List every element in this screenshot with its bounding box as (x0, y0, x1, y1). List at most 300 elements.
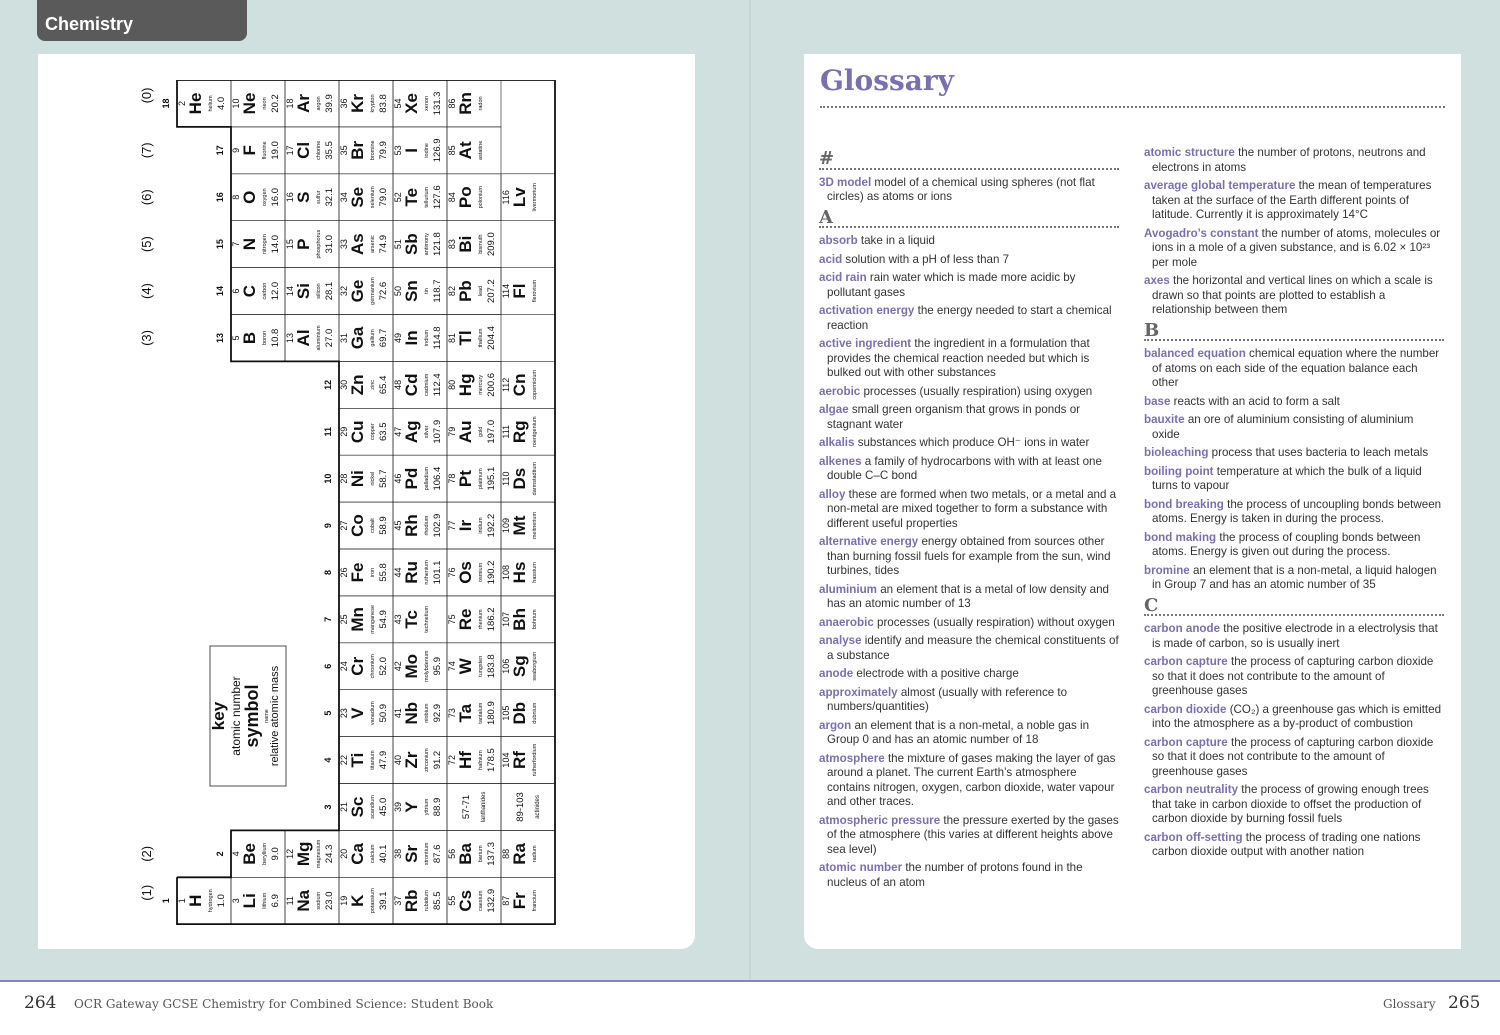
glossary-definition: an element that is a non-metal, a liquid halogen in Group 7 and has an atomic number of 35 (1152, 563, 1437, 591)
atomic-number: 19 (339, 895, 349, 906)
atomic-mass: 85.5 (432, 891, 443, 910)
glossary-term: carbon neutrality (1144, 783, 1239, 796)
atomic-mass: 16.0 (270, 188, 281, 207)
element-cell (447, 784, 501, 831)
glossary-term: analyse (819, 634, 862, 647)
element-symbol: Sc (348, 796, 367, 818)
element-name: copper (370, 423, 376, 441)
element-name: antimony (424, 232, 430, 256)
glossary-entry (1144, 531, 1444, 560)
element-symbol: Si (294, 283, 313, 300)
atomic-number: 5 (231, 335, 241, 341)
atomic-number: 13 (285, 332, 295, 343)
element-symbol: P (294, 238, 313, 250)
atomic-number: 86 (447, 98, 457, 109)
glossary-definition: energy obtained from sources other than burning fossil fuels for example from the sun, wind turbines, tides (827, 535, 1111, 577)
element-name: chlorine (316, 140, 322, 160)
atomic-number: 54 (393, 98, 403, 109)
glossary-definition: the horizontal and vertical lines on which a scale is drawn so that points are plotted to establish a relationship between them (1152, 274, 1433, 316)
key-symbol: symbol (242, 684, 262, 748)
atomic-mass: 204.4 (486, 326, 497, 350)
element-name: beryllium (262, 842, 268, 865)
glossary-definition: (CO₂) a greenhouse gas which is emitted into the atmosphere as a by-product of combustion (1152, 702, 1442, 730)
element-name: livermorium (532, 183, 538, 212)
glossary-term: carbon capture (1144, 655, 1228, 668)
atomic-number: 6 (231, 288, 241, 294)
section-letter: # (819, 152, 1119, 170)
glossary-term: alkalis (819, 436, 855, 449)
key-atomic-number: atomic number (229, 676, 243, 756)
element-symbol: Sg (510, 655, 529, 678)
atomic-mass: 190.2 (486, 560, 497, 585)
glossary-term: carbon off-setting (1144, 830, 1243, 844)
group-label: (5) (139, 236, 154, 253)
glossary-entry (819, 234, 1119, 249)
atomic-mass: 183.8 (486, 654, 497, 679)
section-letter: C (1144, 599, 1444, 617)
atomic-number: 11 (285, 896, 295, 906)
element-symbol: Bh (510, 608, 529, 631)
glossary-entry (819, 403, 1119, 432)
element-name: boron (262, 330, 268, 345)
element-symbol: Na (294, 889, 313, 912)
atomic-mass: 47.9 (378, 750, 389, 770)
atomic-number: 9 (231, 147, 241, 153)
element-symbol: Te (402, 187, 421, 207)
atomic-mass: 200.6 (486, 372, 497, 397)
section-letter: B (1144, 324, 1444, 342)
group-number: 18 (161, 98, 171, 109)
glossary-definition: model of a chemical using spheres (not flat circles) as atoms or ions (827, 175, 1095, 203)
glossary-definition: electrode with a positive charge (853, 667, 1019, 680)
atomic-mass: 92.9 (432, 703, 443, 723)
atomic-number: 83 (447, 239, 457, 250)
element-name: phosphorus (316, 229, 322, 259)
atomic-mass: 91.2 (432, 750, 443, 770)
glossary-definition: substances which produce OH⁻ ions in water (854, 436, 1090, 449)
atomic-mass: 28.1 (324, 281, 335, 301)
element-symbol: Xe (402, 93, 421, 114)
atomic-number: 85 (447, 145, 457, 156)
atomic-number: 4 (231, 851, 241, 857)
element-symbol: Fr (510, 892, 529, 910)
glossary-definition: solution with a pH of less than 7 (842, 252, 1010, 266)
element-name: bismuth (478, 234, 484, 254)
glossary-term: approximately (819, 685, 898, 699)
element-symbol: Ga (348, 326, 367, 350)
glossary-entry (1144, 227, 1444, 271)
atomic-mass: 24.3 (324, 844, 335, 864)
glossary-definition: the process of growing enough trees that take in carbon dioxide to offset the production of carbon dioxide by burning fossil fuels (1152, 783, 1429, 825)
group-number: 14 (215, 286, 225, 297)
atomic-number: 33 (339, 239, 349, 250)
atomic-number: 52 (393, 192, 403, 203)
element-name: zirconium (424, 748, 430, 772)
atomic-number: 77 (447, 520, 457, 531)
glossary-definition: the ingredient in a formulation that provides the chemical reaction needed but which is bulked out with other substances (827, 337, 1090, 379)
glossary-column-2 (1144, 146, 1444, 864)
glossary-definition: the mixture of gases making the layer of gas around a planet. The current Earth’s atmosphere contains nitrogen, oxygen, carbon dioxide, water vapour and other traces. (827, 751, 1116, 808)
element-name: tungsten (478, 655, 484, 677)
element-name: nickel (370, 471, 376, 486)
element-symbol: V (348, 707, 367, 719)
element-symbol: Tl (456, 330, 475, 346)
glossary-entry (1144, 395, 1444, 410)
atomic-mass: 87.6 (432, 844, 443, 864)
element-name: cadmium (424, 373, 430, 397)
atomic-number: 23 (339, 708, 349, 719)
atomic-mass: 118.7 (432, 279, 443, 303)
atomic-number: 53 (393, 145, 403, 156)
element-name: iridium (478, 517, 484, 534)
glossary-term: alkenes (819, 454, 862, 468)
group-label: (3) (139, 330, 154, 346)
element-name: helium (208, 95, 214, 112)
element-symbol: Be (240, 842, 259, 865)
element-name: gallium (370, 329, 376, 347)
element-name: fluorine (262, 141, 268, 160)
element-symbol: S (294, 191, 313, 203)
element-name: flerovium (532, 279, 538, 303)
element-symbol: As (348, 233, 367, 256)
element-name: dubnium (532, 702, 538, 724)
element-symbol: Zn (348, 374, 367, 396)
book-spine (749, 0, 751, 980)
atomic-number: 29 (339, 426, 349, 437)
element-symbol: Mg (294, 841, 313, 867)
element-symbol: Pt (456, 470, 475, 488)
atomic-mass: 195.1 (486, 466, 497, 491)
glossary-entry (1144, 179, 1444, 223)
element-symbol: Ca (348, 842, 367, 865)
glossary-definition: chemical equation where the number of atoms on each side of the equation balance each other (1152, 347, 1440, 389)
element-name: technetium (424, 605, 430, 633)
element-symbol: Hs (510, 561, 529, 584)
element-symbol: Rh (402, 514, 421, 537)
atomic-mass: 20.2 (270, 94, 281, 113)
element-name: aluminium (316, 325, 322, 351)
atomic-number: 105 (501, 705, 511, 721)
element-symbol: Kr (348, 93, 367, 113)
element-symbol: Pb (456, 280, 475, 302)
atomic-mass: 55.8 (378, 563, 389, 582)
element-name: nitrogen (262, 234, 268, 255)
glossary-definition: identify and measure the chemical constituents of a substance (827, 634, 1119, 662)
element-symbol: Cs (456, 889, 475, 912)
glossary-term: bioleaching (1144, 446, 1209, 459)
glossary-entry (819, 686, 1119, 715)
atomic-mass: 114.8 (432, 326, 443, 350)
element-name: rubidium (424, 890, 430, 912)
element-symbol: Fl (510, 283, 529, 299)
glossary-term: acid (819, 252, 843, 266)
atomic-mass: 10.8 (270, 328, 281, 348)
glossary-term: atmospheric pressure (819, 813, 941, 827)
element-name: argon (316, 96, 322, 111)
element-symbol: Mn (348, 607, 367, 632)
element-symbol: Cu (348, 420, 367, 444)
element-name: lanthanides (481, 791, 487, 823)
atomic-mass: 4.0 (216, 96, 227, 111)
atomic-number: 49 (393, 332, 403, 343)
element-symbol: Al (294, 329, 313, 347)
group-label: (1) (139, 884, 154, 901)
element-name: magnesium (316, 839, 322, 869)
element-name: arsenic (370, 235, 376, 254)
element-name: hafnium (478, 750, 484, 770)
atomic-mass: 79.0 (378, 188, 389, 207)
atomic-number: 48 (393, 379, 403, 390)
glossary-term: anode (819, 667, 854, 680)
glossary-term: carbon capture (1144, 735, 1228, 749)
atomic-number: 45 (393, 520, 403, 531)
atomic-number: 14 (285, 286, 295, 297)
glossary-definition: the process of trading one nations carbon dioxide output with another nation (1152, 830, 1421, 858)
atomic-mass: 101.1 (432, 560, 443, 585)
element-symbol: K (348, 894, 367, 907)
element-symbol: Sb (402, 233, 421, 256)
section-letter: A (819, 211, 1119, 229)
element-symbol: Ne (240, 92, 259, 115)
atomic-number: 78 (447, 473, 457, 484)
atomic-number: 20 (339, 848, 349, 859)
glossary-definition: the pressure exerted by the gases of the atmosphere (this varies at different heights above sea level) (827, 813, 1119, 856)
element-symbol: Se (348, 186, 367, 208)
atomic-number: 47 (393, 426, 403, 437)
book-title: OCR Gateway GCSE Chemistry for Combined Science: Student Book (74, 997, 494, 1011)
element-symbol: Ti (348, 752, 367, 768)
element-name: potassium (370, 888, 376, 914)
atomic-number: 15 (285, 239, 295, 250)
element-name: iron (370, 567, 376, 578)
atomic-number: 38 (393, 848, 403, 859)
atomic-number: 50 (393, 286, 403, 297)
glossary-term: 3D model (819, 175, 872, 189)
glossary-definition: process that uses bacteria to leach metals (1208, 446, 1429, 459)
glossary-term: carbon anode (1144, 622, 1221, 635)
element-name: yttrium (424, 798, 430, 816)
atomic-number: 42 (393, 661, 403, 672)
element-name: roentgenium (532, 416, 538, 448)
atomic-mass: 39.1 (378, 891, 389, 910)
group-number: 1 (161, 898, 171, 904)
glossary-entry (819, 488, 1119, 532)
glossary-term: boiling point (1144, 464, 1214, 478)
element-symbol: Nb (402, 701, 421, 725)
atomic-mass: 9.0 (270, 847, 281, 861)
atomic-mass: 137.3 (486, 841, 497, 866)
glossary-entry (1144, 736, 1444, 780)
page-title: Glossary (820, 64, 954, 97)
element-name: hydrogen (208, 889, 214, 913)
element-name: selenium (370, 186, 376, 209)
glossary-term: alternative energy (819, 535, 919, 548)
atomic-number: 111 (501, 424, 511, 439)
atomic-mass: 50.9 (378, 703, 389, 723)
group-number: 16 (215, 192, 225, 203)
atomic-number: 114 (501, 283, 511, 299)
element-name: lead (478, 285, 484, 297)
element-symbol: Cd (402, 373, 421, 397)
atomic-mass: 192.2 (486, 513, 497, 538)
key-title: key (209, 701, 228, 731)
glossary-definition: the number of protons found in the nucleus of an atom (827, 861, 1083, 889)
atomic-number: 107 (501, 611, 511, 627)
glossary-definition: processes (usually respiration) using oxygen (860, 384, 1093, 398)
element-symbol: Rf (510, 751, 529, 770)
glossary-term: bauxite (1144, 413, 1185, 426)
element-symbol: Sr (402, 844, 421, 863)
group-number: 5 (323, 710, 333, 716)
atomic-number: 8 (231, 194, 241, 200)
atomic-number: 31 (339, 332, 349, 343)
atomic-mass: 107.9 (432, 419, 443, 444)
atomic-mass: 40.1 (378, 844, 389, 864)
atomic-mass: 12.0 (270, 281, 281, 301)
periodic-table (137, 80, 557, 925)
atomic-number: 25 (339, 614, 349, 625)
element-name: xenon (424, 95, 430, 111)
group-number: 15 (215, 239, 225, 250)
glossary-term: anaerobic (819, 615, 874, 629)
group-label: (6) (139, 189, 154, 206)
element-name: sodium (316, 891, 322, 910)
element-symbol: Hg (456, 373, 475, 397)
atomic-mass: 88.9 (432, 797, 443, 817)
element-symbol: Ir (456, 519, 475, 532)
atomic-mass: 112.4 (432, 373, 443, 397)
glossary-entry (1144, 831, 1444, 860)
element-symbol: F (240, 145, 259, 156)
element-name: tellurium (424, 186, 430, 208)
atomic-number: 80 (447, 379, 457, 390)
glossary-definition: the process of uncoupling bonds between atoms. Energy is taken in during the process. (1152, 497, 1442, 525)
atomic-number: 1 (177, 898, 187, 904)
group-number: 2 (215, 851, 225, 857)
element-name: calcium (370, 844, 376, 864)
element-symbol: Zr (402, 751, 421, 769)
element-name: oxygen (262, 188, 268, 207)
element-symbol: Br (348, 140, 367, 160)
element-symbol: Co (348, 514, 367, 537)
glossary-term: atomic number (819, 861, 903, 874)
element-symbol: Cl (294, 141, 313, 159)
atomic-mass: 83.8 (378, 94, 389, 113)
element-symbol: O (240, 190, 259, 204)
glossary-entry (1144, 498, 1444, 527)
element-name: meitnerium (532, 511, 538, 540)
atomic-number: 55 (447, 895, 457, 906)
atomic-number: 3 (231, 898, 241, 904)
element-name: neon (262, 97, 268, 110)
section-tab: Chemistry (37, 0, 247, 41)
element-name: palladium (424, 466, 430, 491)
glossary-entry (819, 535, 1119, 579)
element-symbol: Os (456, 561, 475, 584)
atomic-number: 110 (501, 471, 511, 486)
atomic-mass: 27.0 (324, 328, 335, 348)
atomic-number: 22 (339, 755, 349, 766)
glossary-term: bond breaking (1144, 497, 1224, 511)
glossary-term: carbon dioxide (1144, 702, 1227, 716)
element-symbol: W (456, 658, 475, 675)
element-name: barium (478, 845, 484, 863)
group-label: (4) (139, 283, 154, 299)
atomic-mass: 31.0 (324, 234, 335, 254)
element-name: silver (424, 425, 430, 439)
atomic-mass: 209.0 (486, 232, 497, 257)
element-name: thallium (478, 328, 484, 348)
element-symbol: At (456, 141, 475, 160)
atomic-mass: 63.5 (378, 422, 389, 441)
element-name: seaborgium (532, 651, 538, 681)
element-name: gold (478, 426, 484, 437)
atomic-number: 32 (339, 286, 349, 297)
element-name: francium (532, 890, 538, 912)
element-symbol: Ru (402, 561, 421, 584)
element-name: manganese (370, 604, 376, 634)
glossary-term: active ingredient (819, 337, 912, 350)
element-symbol: Ba (456, 842, 475, 865)
element-name: platinum (478, 468, 484, 490)
glossary-term: atomic structure (1144, 146, 1235, 159)
glossary-entry (819, 253, 1119, 268)
atomic-number: 16 (285, 192, 295, 203)
group-number: 17 (215, 145, 225, 156)
element-symbol: C (240, 284, 259, 298)
title-divider (820, 106, 1445, 108)
glossary-term: base (1144, 394, 1171, 408)
element-name: indium (424, 329, 430, 347)
atomic-mass: 95.9 (432, 657, 443, 676)
glossary-term: alloy (819, 487, 846, 501)
glossary-definition: a family of hydrocarbons with with at least one double C–C bond (827, 454, 1102, 482)
element-symbol: Au (456, 420, 475, 444)
atomic-number: 41 (393, 708, 403, 719)
glossary-term: axes (1144, 274, 1170, 287)
element-name: zinc (370, 379, 376, 390)
atomic-mass: 131.3 (432, 91, 443, 116)
element-symbol: Ta (456, 703, 475, 723)
atomic-mass: 35.5 (324, 141, 335, 160)
element-symbol: He (186, 92, 205, 115)
element-name: polonium (478, 186, 484, 209)
glossary-entry (819, 814, 1119, 858)
group-number: 7 (323, 616, 333, 622)
element-name: rutherfordium (532, 743, 538, 777)
glossary-term: absorb (819, 234, 858, 247)
element-name: titanium (370, 750, 376, 770)
element-name: molybdenum (424, 650, 430, 682)
element-name: radium (532, 845, 538, 863)
glossary-definition: the process of capturing carbon dioxide so that it does not contribute to the amount of greenhouse gases (1152, 735, 1434, 778)
glossary-term: atmosphere (819, 751, 885, 765)
glossary-entry (819, 616, 1119, 631)
glossary-term: activation energy (819, 304, 915, 317)
group-label: (7) (139, 142, 154, 159)
atomic-number: 79 (447, 426, 457, 437)
glossary-term: bromine (1144, 563, 1190, 577)
element-symbol: Ra (510, 842, 529, 865)
atomic-number: 82 (447, 286, 457, 297)
glossary-term: algae (819, 403, 849, 416)
glossary-entry (1144, 564, 1444, 593)
element-name: chromium (370, 654, 376, 679)
element-name: scandium (370, 795, 376, 819)
glossary-definition: rain water which is made more acidic by pollutant gases (827, 271, 1076, 299)
glossary-entry (1144, 146, 1444, 175)
atomic-number: 88 (501, 848, 511, 859)
